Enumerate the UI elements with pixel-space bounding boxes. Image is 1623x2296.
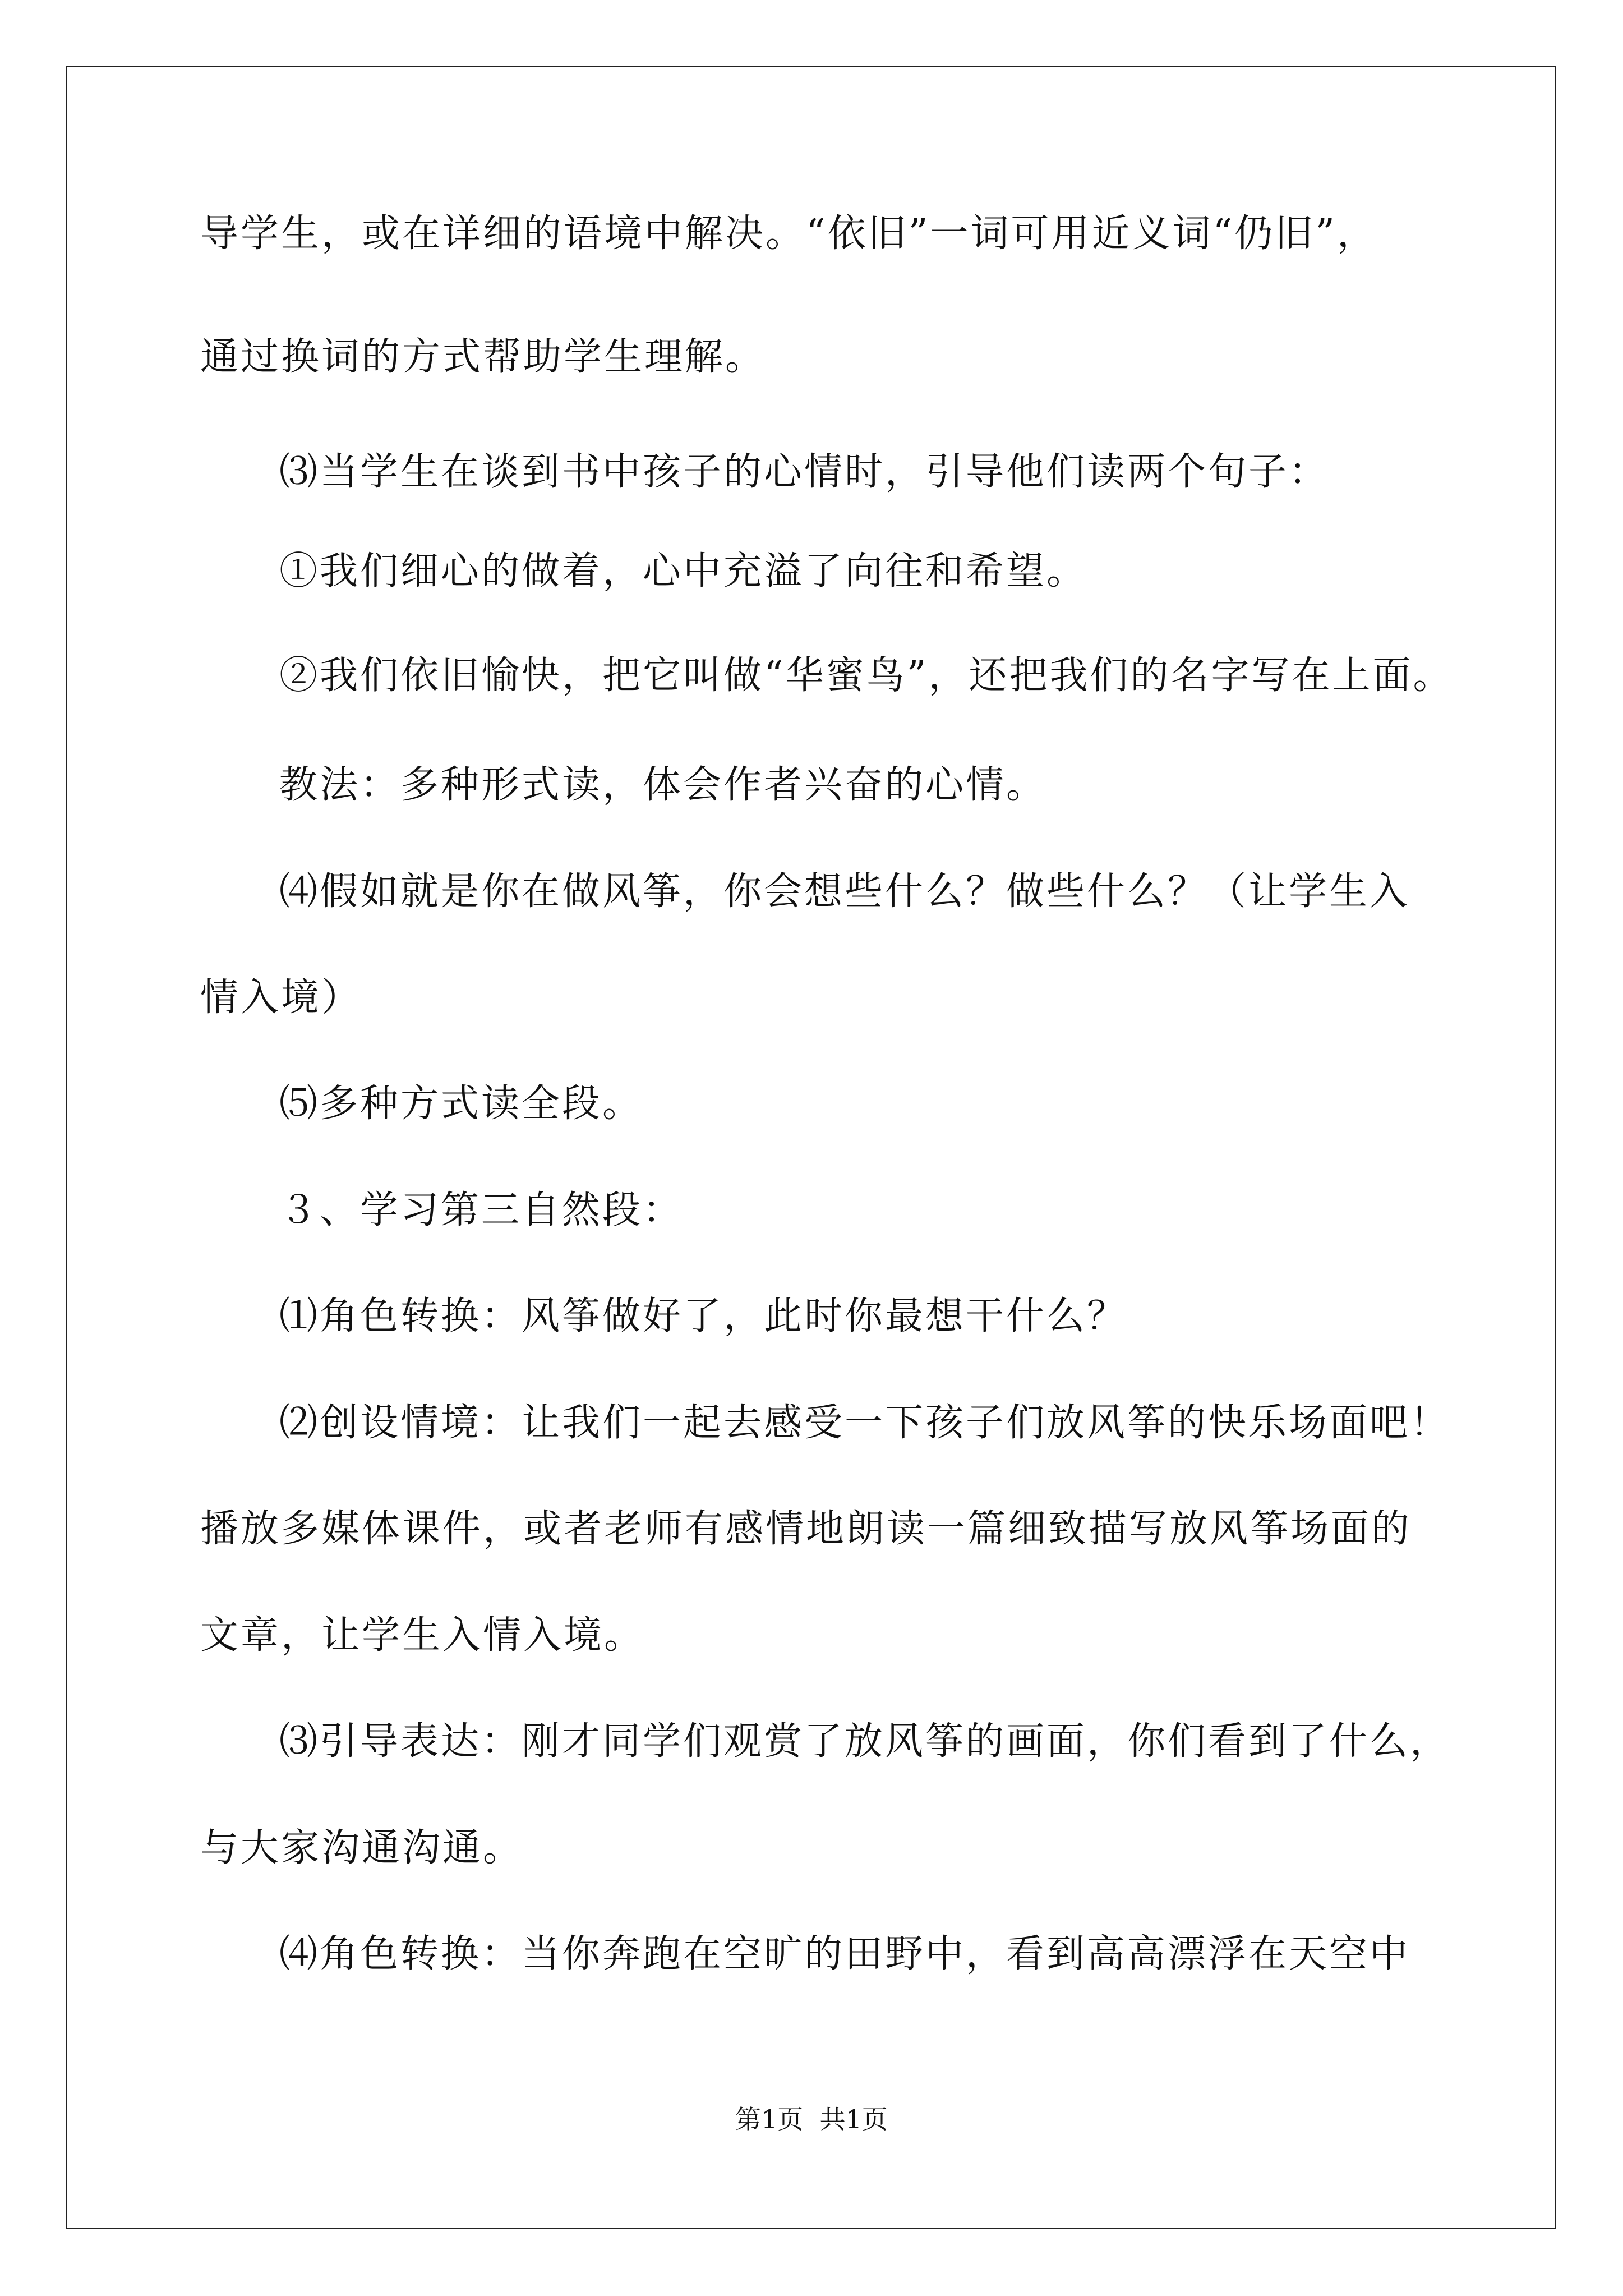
body-line-17: ⑷角色转换：当你奔跑在空旷的田野中，看到高高漂浮在天空中	[279, 1932, 1410, 1976]
body-line-3: ⑶当学生在谈到书中孩子的心情时，引导他们读两个句子：	[279, 450, 1330, 494]
body-line-11: ⑴角色转换：风筝做好了，此时你最想干什么？	[279, 1294, 1128, 1338]
page-border	[66, 66, 1556, 2229]
body-line-5: ②我们依旧愉快，把它叫做“华蜜鸟”，还把我们的名字写在上面。	[279, 654, 1454, 698]
body-line-4: ①我们细心的做着，心中充溢了向往和希望。	[279, 549, 1087, 593]
body-line-8: 情入境）	[200, 976, 362, 1020]
body-line-6: 教法：多种形式读，体会作者兴奋的心情。	[279, 763, 1047, 807]
body-line-2: 通过换词的方式帮助学生理解。	[200, 335, 766, 379]
body-line-14: 文章，让学生入情入境。	[200, 1613, 645, 1658]
body-line-10: ３、学习第三自然段：	[279, 1188, 684, 1232]
body-line-7: ⑷假如就是你在做风筝，你会想些什么？做些什么？（让学生入	[279, 869, 1410, 914]
body-line-12: ⑵创设情境：让我们一起去感受一下孩子们放风筝的快乐场面吧！	[279, 1401, 1451, 1445]
body-line-15: ⑶引导表达：刚才同学们观赏了放风筝的画面，你们看到了什么，	[279, 1719, 1451, 1764]
body-line-13: 播放多媒体课件，或者老师有感情地朗读一篇细致描写放风筝场面的	[200, 1507, 1412, 1551]
body-line-9: ⑸多种方式读全段。	[279, 1082, 643, 1126]
page-number-footer: 第1页 共1页	[735, 2104, 888, 2134]
body-line-16: 与大家沟通沟通。	[200, 1826, 524, 1870]
body-line-1: 导学生，或在详细的语境中解决。“依旧”一词可用近义词“仍旧”，	[200, 211, 1378, 256]
